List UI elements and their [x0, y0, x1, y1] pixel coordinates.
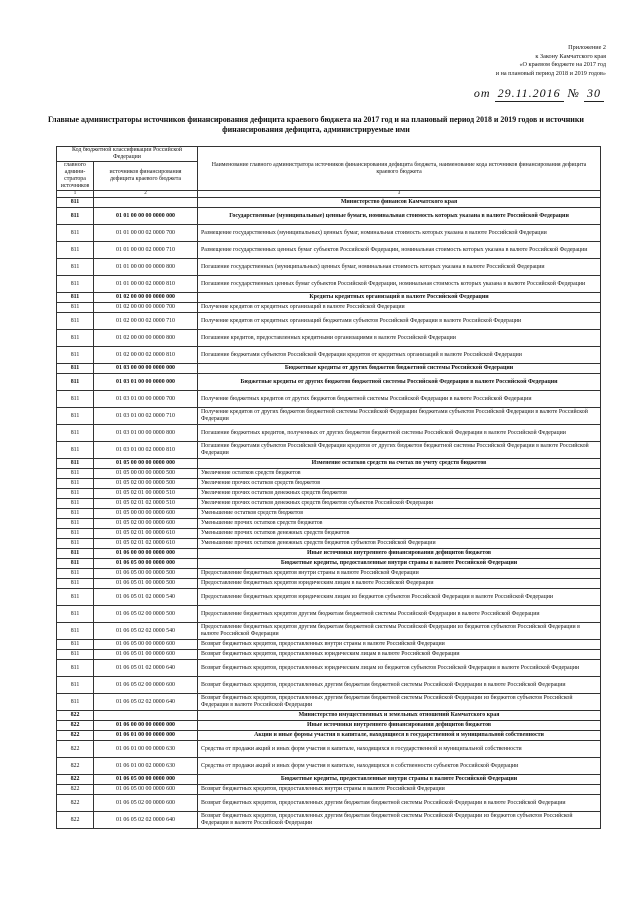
table-row [57, 623, 601, 640]
admin-code-cell: 811 [57, 408, 94, 425]
source-code-cell: 01 05 00 00 00 0000 000 [94, 459, 198, 469]
admin-code-cell: 811 [57, 469, 94, 479]
admin-code-cell: 811 [57, 499, 94, 509]
table-row [57, 559, 601, 569]
source-code-cell: 01 05 02 01 00 0000 610 [94, 529, 198, 539]
number-prefix: № [567, 86, 580, 100]
source-name-cell: Возврат бюджетных кредитов, предоставленных другим бюджетам бюджетной системы Российской Федерации из бюджетов субъектов Российской Федерации в валюте Российской Федерации [198, 812, 601, 829]
table-row [57, 606, 601, 623]
source-name-cell: Предоставление бюджетных кредитов юридическим лицам из бюджетов субъектов Российской Федерации в валюте Российской Федерации [198, 589, 601, 606]
source-code-cell: 01 03 01 00 00 0000 700 [94, 391, 198, 408]
source-code-cell: 01 06 05 01 02 0000 540 [94, 589, 198, 606]
admin-code-cell: 811 [57, 569, 94, 579]
admin-code-cell: 822 [57, 741, 94, 758]
admin-code-cell: 811 [57, 259, 94, 276]
admin-code-cell: 822 [57, 795, 94, 812]
source-code-cell: 01 01 00 00 00 0000 800 [94, 259, 198, 276]
admin-code-cell: 811 [57, 640, 94, 650]
table-row [57, 225, 601, 242]
appendix-line: и на плановый период 2018 и 2019 годов» [495, 69, 606, 77]
source-code-cell: 01 01 00 00 02 0000 810 [94, 276, 198, 293]
admin-code-cell: 811 [57, 242, 94, 259]
source-name-cell: Получение кредитов от других бюджетов бюджетной системы Российской Федерации бюджетами субъектов Российской Федерации в валюте Российской Федерации [198, 408, 601, 425]
admin-code-cell: 811 [57, 276, 94, 293]
table-row [57, 425, 601, 442]
admin-code-cell: 811 [57, 459, 94, 469]
header-admin: главного админи-стратора источников [57, 162, 94, 191]
source-code-cell: 01 06 05 00 00 0000 500 [94, 569, 198, 579]
source-code-cell [94, 198, 198, 208]
admin-code-cell: 811 [57, 208, 94, 225]
source-name-cell: Погашение бюджетных кредитов, полученных от других бюджетов бюджетной системы Российской Федерации в валюте Российской Федерации [198, 425, 601, 442]
admin-code-cell: 811 [57, 293, 94, 303]
source-code-cell: 01 06 05 01 00 0000 600 [94, 650, 198, 660]
table-row [57, 364, 601, 374]
table-row [57, 499, 601, 509]
table-row [57, 259, 601, 276]
source-name-cell: Предоставление бюджетных кредитов юридическим лицам в валюте Российской Федерации [198, 579, 601, 589]
admin-code-cell: 811 [57, 509, 94, 519]
source-name-cell: Погашение государственных (муниципальных) ценных бумаг, номинальная стоимость которых указана в валюте Российской Федерации [198, 259, 601, 276]
table-row [57, 694, 601, 711]
law-date: 29.11.2016 [495, 86, 564, 102]
table-row [57, 391, 601, 408]
source-name-cell: Министерство имущественных и земельных отношений Камчатского края [198, 711, 601, 721]
source-name-cell: Кредиты кредитных организаций в валюте Российской Федерации [198, 293, 601, 303]
source-name-cell: Иные источники внутреннего финансирования дефицитов бюджетов [198, 721, 601, 731]
table-row [57, 293, 601, 303]
source-code-cell: 01 03 01 00 02 0000 710 [94, 408, 198, 425]
source-code-cell: 01 06 05 01 02 0000 640 [94, 660, 198, 677]
header-bcc-group: Код бюджетной классификации Российской Федерации [57, 147, 198, 162]
admin-code-cell: 822 [57, 785, 94, 795]
source-code-cell: 01 03 00 00 00 0000 000 [94, 364, 198, 374]
document-title: Главные администраторы источников финансирования дефицита краевого бюджета на 2017 год и на плановый период 2018 и 2019 годов и источники финансирования дефицита, администрируемые ими [48, 115, 584, 134]
admin-code-cell: 811 [57, 559, 94, 569]
header-source: источников финансирования дефицита краевого бюджета [94, 162, 198, 191]
column-number: 3 [198, 191, 601, 198]
admin-code-cell: 811 [57, 303, 94, 313]
admin-code-cell: 811 [57, 330, 94, 347]
source-name-cell: Возврат бюджетных кредитов, предоставленных другим бюджетам бюджетной системы Российской Федерации из бюджетов субъектов Российской Федерации в валюте Российской Федерации [198, 694, 601, 711]
admin-code-cell: 811 [57, 623, 94, 640]
source-code-cell: 01 01 00 00 02 0000 710 [94, 242, 198, 259]
source-code-cell: 01 03 01 00 00 0000 800 [94, 425, 198, 442]
table-row [57, 731, 601, 741]
admin-code-cell: 822 [57, 711, 94, 721]
source-code-cell: 01 06 05 02 00 0000 600 [94, 677, 198, 694]
source-name-cell: Получение бюджетных кредитов от других бюджетов бюджетной системы Российской Федерации в валюте Российской Федерации [198, 391, 601, 408]
appendix-line: «О краевом бюджете на 2017 год [519, 61, 606, 69]
table-row [57, 276, 601, 293]
source-code-cell: 01 05 02 01 02 0000 610 [94, 539, 198, 549]
source-name-cell: Уменьшение остатков средств бюджетов [198, 509, 601, 519]
table-row [57, 489, 601, 499]
admin-code-cell: 811 [57, 391, 94, 408]
source-name-cell: Бюджетные кредиты от других бюджетов бюджетной системы Российской Федерации в валюте Российской Федерации [198, 374, 601, 391]
source-code-cell: 01 05 00 00 00 0000 600 [94, 509, 198, 519]
source-code-cell: 01 06 01 00 00 0000 000 [94, 731, 198, 741]
table-row [57, 650, 601, 660]
source-name-cell: Бюджетные кредиты, предоставленные внутри страны в валюте Российской Федерации [198, 775, 601, 785]
source-name-cell: Средства от продажи акций и иных форм участия в капитале, находящихся в государственной и муниципальной собственности [198, 741, 601, 758]
source-name-cell: Погашение кредитов, предоставленных кредитными организациями в валюте Российской Федерации [198, 330, 601, 347]
admin-code-cell: 811 [57, 519, 94, 529]
source-code-cell: 01 06 05 01 00 0000 500 [94, 579, 198, 589]
law-number: 30 [584, 86, 604, 102]
source-code-cell: 01 02 00 00 00 0000 000 [94, 293, 198, 303]
table-row [57, 721, 601, 731]
table-row [57, 198, 601, 208]
header-name: Наименование главного администратора источников финансирования дефицита бюджета, наименование кода источников финансирования дефицита краевого бюджета [198, 147, 601, 191]
table-row [57, 549, 601, 559]
admin-code-cell: 811 [57, 549, 94, 559]
source-name-cell: Иные источники внутреннего финансирования дефицитов бюджетов [198, 549, 601, 559]
table-row [57, 529, 601, 539]
source-name-cell: Погашение государственных ценных бумаг субъектов Российской Федерации, номинальная стоимость которых указана в валюте Российской Федерации [198, 276, 601, 293]
table-row [57, 330, 601, 347]
source-code-cell: 01 06 01 00 02 0000 630 [94, 758, 198, 775]
law-date-line [474, 86, 604, 102]
column-number-row [57, 191, 601, 198]
admin-code-cell: 811 [57, 650, 94, 660]
source-name-cell: Получение кредитов от кредитных организаций бюджетами субъектов Российской Федерации в валюте Российской Федерации [198, 313, 601, 330]
table-row [57, 459, 601, 469]
table-row [57, 812, 601, 829]
table-row [57, 795, 601, 812]
table-row [57, 677, 601, 694]
source-code-cell: 01 05 02 01 00 0000 510 [94, 489, 198, 499]
admin-code-cell: 811 [57, 364, 94, 374]
admin-code-cell: 822 [57, 812, 94, 829]
table-row [57, 469, 601, 479]
table-row [57, 479, 601, 489]
table-row [57, 711, 601, 721]
admin-code-cell: 811 [57, 539, 94, 549]
source-code-cell [94, 711, 198, 721]
source-name-cell: Возврат бюджетных кредитов, предоставленных другим бюджетам бюджетной системы Российской Федерации в валюте Российской Федерации [198, 677, 601, 694]
admin-code-cell: 811 [57, 313, 94, 330]
source-name-cell: Уменьшение прочих остатков денежных средств бюджетов [198, 529, 601, 539]
admin-code-cell: 822 [57, 721, 94, 731]
admin-code-cell: 811 [57, 694, 94, 711]
table-body [57, 198, 601, 829]
source-name-cell: Увеличение прочих остатков денежных средств бюджетов [198, 489, 601, 499]
table-row [57, 775, 601, 785]
source-code-cell: 01 02 00 00 02 0000 810 [94, 347, 198, 364]
source-name-cell: Возврат бюджетных кредитов, предоставленных другим бюджетам бюджетной системы Российской Федерации в валюте Российской Федерации [198, 795, 601, 812]
source-code-cell: 01 03 01 00 00 0000 000 [94, 374, 198, 391]
source-name-cell: Средства от продажи акций и иных форм участия в капитале, находящихся в собственности субъектов Российской Федерации [198, 758, 601, 775]
source-code-cell: 01 03 01 00 02 0000 810 [94, 442, 198, 459]
source-code-cell: 01 06 05 00 00 0000 600 [94, 640, 198, 650]
appendix-line: к Закону Камчатского края [535, 52, 606, 60]
source-name-cell: Возврат бюджетных кредитов, предоставленных внутри страны в валюте Российской Федерации [198, 785, 601, 795]
table-row [57, 569, 601, 579]
source-name-cell: Получение кредитов от кредитных организаций в валюте Российской Федерации [198, 303, 601, 313]
admin-code-cell: 811 [57, 425, 94, 442]
table-row [57, 785, 601, 795]
admin-code-cell: 811 [57, 589, 94, 606]
table-row [57, 640, 601, 650]
source-code-cell: 01 06 00 00 00 0000 000 [94, 549, 198, 559]
column-number: 1 [57, 191, 94, 198]
admin-code-cell: 811 [57, 489, 94, 499]
source-code-cell: 01 06 00 00 00 0000 000 [94, 721, 198, 731]
source-name-cell: Министерство финансов Камчатского края [198, 198, 601, 208]
source-code-cell: 01 06 05 02 02 0000 640 [94, 812, 198, 829]
source-code-cell: 01 06 05 02 02 0000 540 [94, 623, 198, 640]
table-row [57, 242, 601, 259]
admin-code-cell: 811 [57, 374, 94, 391]
source-code-cell: 01 05 02 00 00 0000 600 [94, 519, 198, 529]
table-row [57, 758, 601, 775]
appendix-line: Приложение 2 [568, 44, 606, 51]
admin-code-cell: 811 [57, 660, 94, 677]
source-code-cell: 01 06 01 00 00 0000 630 [94, 741, 198, 758]
source-name-cell: Предоставление бюджетных кредитов другим бюджетам бюджетной системы Российской Федерации в валюте Российской Федерации [198, 606, 601, 623]
admin-code-cell: 811 [57, 606, 94, 623]
admin-code-cell: 811 [57, 198, 94, 208]
source-name-cell: Уменьшение прочих остатков средств бюджетов [198, 519, 601, 529]
source-name-cell: Размещение государственных (муниципальных) ценных бумаг, номинальная стоимость которых указана в валюте Российской Федерации [198, 225, 601, 242]
source-code-cell: 01 06 05 00 00 0000 000 [94, 775, 198, 785]
source-name-cell: Бюджетные кредиты, предоставленные внутри страны в валюте Российской Федерации [198, 559, 601, 569]
table-row [57, 519, 601, 529]
table-row [57, 741, 601, 758]
table-row [57, 208, 601, 225]
source-name-cell: Бюджетные кредиты от других бюджетов бюджетной системы Российской Федерации [198, 364, 601, 374]
source-name-cell: Возврат бюджетных кредитов, предоставленных юридическим лицам в валюте Российской Федерации [198, 650, 601, 660]
source-name-cell: Предоставление бюджетных кредитов внутри страны в валюте Российской Федерации [198, 569, 601, 579]
table-row [57, 442, 601, 459]
table-row [57, 579, 601, 589]
source-name-cell: Государственные (муниципальные) ценные бумаги, номинальная стоимость которых указана в валюте Российской Федерации [198, 208, 601, 225]
table-row [57, 408, 601, 425]
admin-code-cell: 811 [57, 442, 94, 459]
source-name-cell: Увеличение остатков средств бюджетов [198, 469, 601, 479]
source-name-cell: Предоставление бюджетных кредитов другим бюджетам бюджетной системы Российской Федерации из бюджетов субъектов Российской Федерации в валюте Российской Федерации [198, 623, 601, 640]
admin-code-cell: 811 [57, 347, 94, 364]
table-row [57, 374, 601, 391]
table-row [57, 539, 601, 549]
source-code-cell: 01 06 05 02 02 0000 640 [94, 694, 198, 711]
table-header-row [57, 147, 601, 162]
source-name-cell: Возврат бюджетных кредитов, предоставленных юридическим лицам из бюджетов субъектов Российской Федерации в валюте Российской Федерации [198, 660, 601, 677]
admin-code-cell: 811 [57, 529, 94, 539]
source-code-cell: 01 06 05 02 00 0000 600 [94, 795, 198, 812]
source-name-cell: Увеличение прочих остатков средств бюджетов [198, 479, 601, 489]
admin-code-cell: 811 [57, 579, 94, 589]
source-name-cell: Погашение бюджетами субъектов Российской Федерации кредитов от кредитных организаций в валюте Российской Федерации [198, 347, 601, 364]
table-row [57, 303, 601, 313]
admin-code-cell: 822 [57, 758, 94, 775]
admin-code-cell: 811 [57, 479, 94, 489]
admin-code-cell: 811 [57, 225, 94, 242]
source-name-cell: Возврат бюджетных кредитов, предоставленных внутри страны в валюте Российской Федерации [198, 640, 601, 650]
source-code-cell: 01 02 00 00 00 0000 800 [94, 330, 198, 347]
source-code-cell: 01 06 05 02 00 0000 500 [94, 606, 198, 623]
source-name-cell: Акции и иные формы участия в капитале, находящиеся в государственной и муниципальной собственности [198, 731, 601, 741]
source-code-cell: 01 02 00 00 00 0000 700 [94, 303, 198, 313]
table-row [57, 347, 601, 364]
source-code-cell: 01 01 00 00 02 0000 700 [94, 225, 198, 242]
column-number: 2 [94, 191, 198, 198]
source-code-cell: 01 05 02 01 02 0000 510 [94, 499, 198, 509]
admin-code-cell: 822 [57, 775, 94, 785]
source-name-cell: Изменение остатков средств на счетах по учету средств бюджетов [198, 459, 601, 469]
table-row [57, 509, 601, 519]
table-row [57, 660, 601, 677]
admin-code-cell: 811 [57, 677, 94, 694]
source-code-cell: 01 05 00 00 00 0000 500 [94, 469, 198, 479]
source-code-cell: 01 02 00 00 02 0000 710 [94, 313, 198, 330]
date-prefix: от [473, 86, 491, 100]
source-name-cell: Погашение бюджетами субъектов Российской Федерации кредитов от других бюджетов бюджетной системы Российской Федерации в валюте Российской Федерации [198, 442, 601, 459]
source-name-cell: Уменьшение прочих остатков денежных средств бюджетов субъектов Российской Федерации [198, 539, 601, 549]
admin-code-cell: 822 [57, 731, 94, 741]
appendix-note [496, 44, 606, 78]
source-name-cell: Размещение государственных ценных бумаг субъектов Российской Федерации, номинальная стоимость которых указана в валюте Российской Федерации [198, 242, 601, 259]
source-code-cell: 01 05 02 00 00 0000 500 [94, 479, 198, 489]
source-name-cell: Увеличение прочих остатков денежных средств бюджетов субъектов Российской Федерации [198, 499, 601, 509]
table-row [57, 313, 601, 330]
administrators-table [56, 146, 601, 829]
source-code-cell: 01 06 05 00 00 0000 600 [94, 785, 198, 795]
table-row [57, 589, 601, 606]
source-code-cell: 01 01 00 00 00 0000 000 [94, 208, 198, 225]
source-code-cell: 01 06 05 00 00 0000 000 [94, 559, 198, 569]
